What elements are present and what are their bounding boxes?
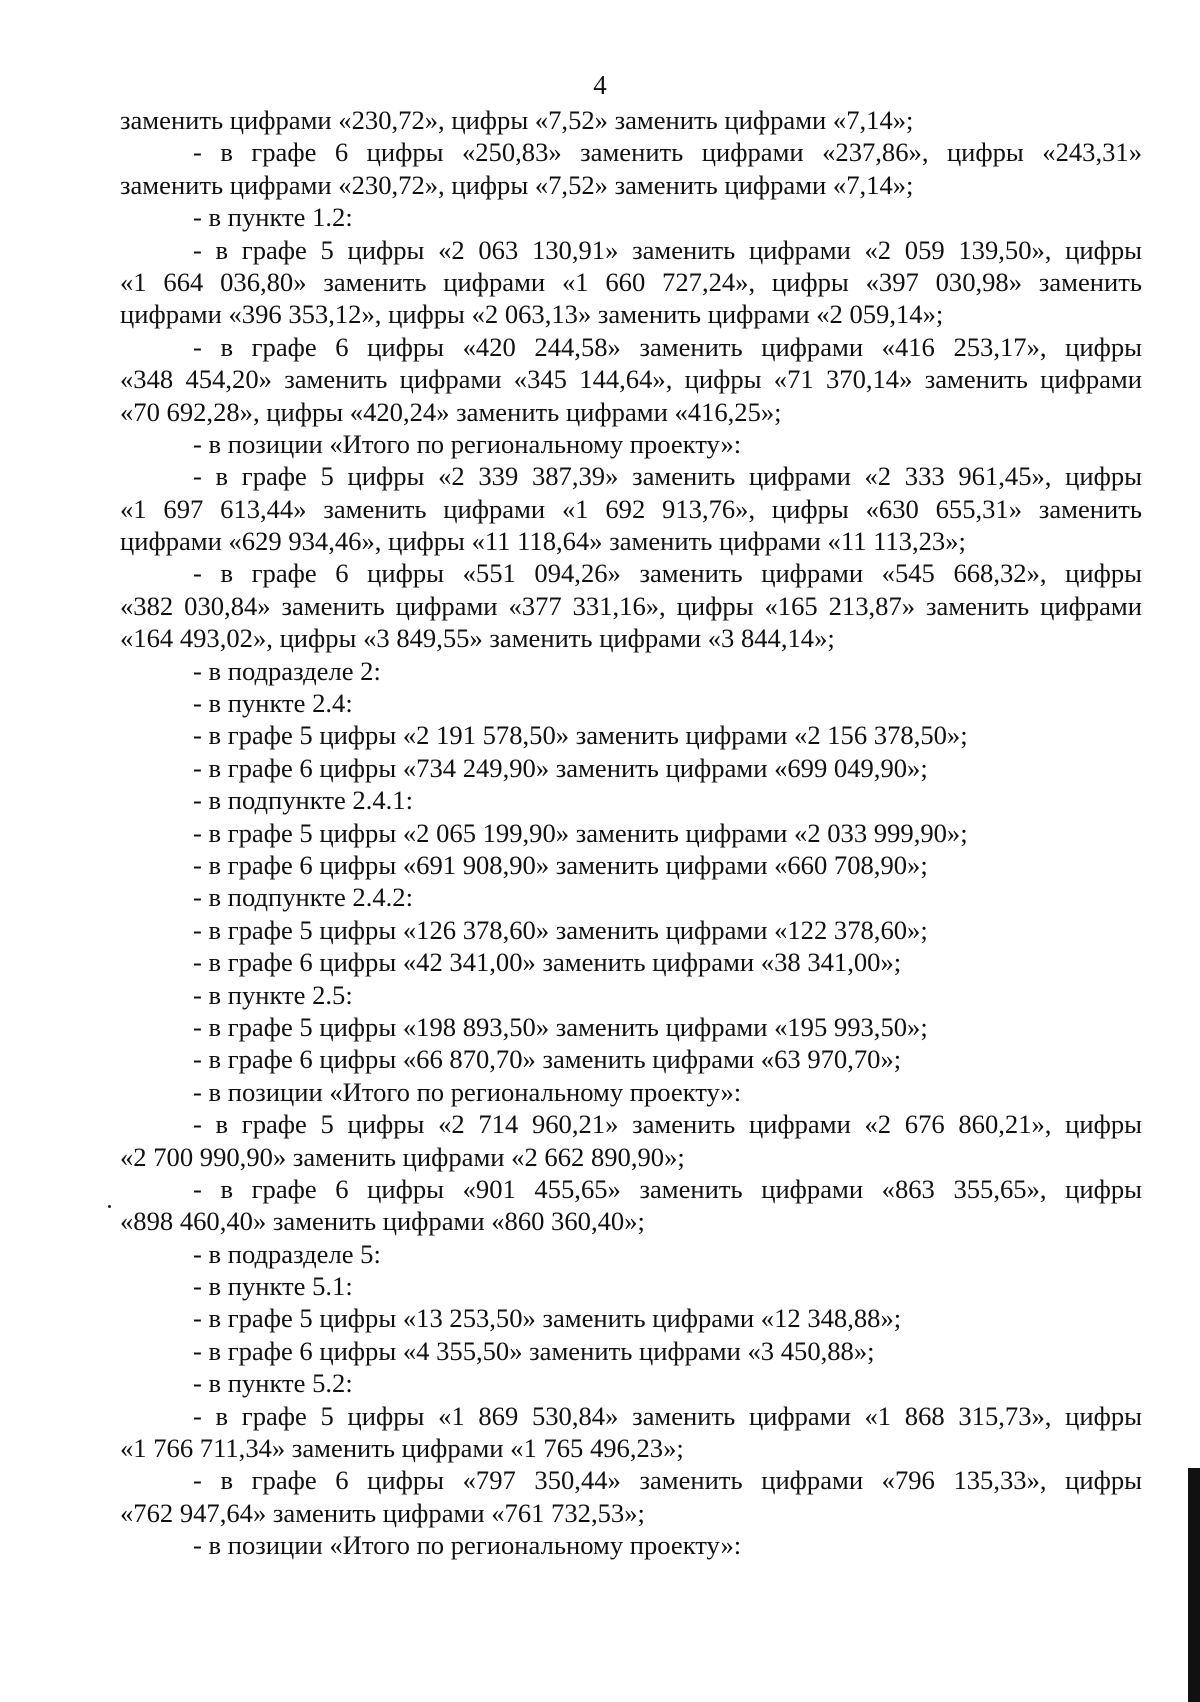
scan-speck	[108, 1205, 111, 1208]
text-line: «1 766 711,34» заменить цифрами «1 765 496,23»;	[120, 1433, 684, 1464]
text-line: «898 460,40» заменить цифрами «860 360,40»;	[120, 1206, 645, 1237]
text-line: заменить цифрами «230,72», цифры «7,52» заменить цифрами «7,14»;	[120, 105, 914, 135]
text-line: - в подразделе 2:	[193, 655, 381, 686]
text-line: - в графе 6 цифры «734 249,90» заменить цифрами «699 049,90»;	[193, 752, 928, 783]
document-body	[120, 104, 1142, 1562]
text-line: - в графе 6 цифры «797 350,44» заменить цифрами «796 135,33», цифры	[193, 1465, 1142, 1496]
text-line: - в позиции «Итого по региональному проекту»:	[193, 428, 742, 459]
text-line: «348 454,20» заменить цифрами «345 144,64», цифры «71 370,14» заменить цифрами	[120, 364, 1142, 395]
text-line: «1 664 036,80» заменить цифрами «1 660 727,24», цифры «397 030,98» заменить	[120, 266, 1142, 297]
text-line: - в графе 5 цифры «126 378,60» заменить цифрами «122 378,60»;	[193, 914, 928, 945]
text-line: - в позиции «Итого по региональному проекту»:	[193, 1530, 742, 1561]
scan-edge-mark	[1188, 1468, 1200, 1702]
text-line: - в пункте 5.1:	[193, 1271, 353, 1302]
text-line: - в графе 6 цифры «250,83» заменить цифрами «237,86», цифры «243,31»	[193, 137, 1142, 168]
text-line: - в подпункте 2.4.2:	[193, 882, 413, 913]
text-line: - в подпункте 2.4.1:	[193, 785, 413, 816]
text-line: - в графе 5 цифры «13 253,50» заменить цифрами «12 348,88»;	[193, 1303, 902, 1334]
text-line: «70 692,28», цифры «420,24» заменить цифрами «416,25»;	[120, 396, 782, 427]
text-line: цифрами «629 934,46», цифры «11 118,64» заменить цифрами «11 113,23»;	[120, 526, 966, 557]
text-line: - в позиции «Итого по региональному проекту»:	[193, 1076, 742, 1107]
text-line: - в графе 5 цифры «2 339 387,39» заменить цифрами «2 333 961,45», цифры	[193, 461, 1142, 492]
text-line: - в графе 5 цифры «2 065 199,90» заменить цифрами «2 033 999,90»;	[193, 817, 968, 848]
text-line: «762 947,64» заменить цифрами «761 732,53»;	[120, 1497, 645, 1528]
text-line: - в пункте 5.2:	[193, 1368, 353, 1399]
text-line: - в графе 6 цифры «4 355,50» заменить цифрами «3 450,88»;	[193, 1335, 875, 1366]
text-line: - в графе 6 цифры «551 094,26» заменить цифрами «545 668,32», цифры	[193, 558, 1142, 589]
text-line: - в графе 6 цифры «42 341,00» заменить цифрами «38 341,00»;	[193, 947, 902, 978]
text-line: - в пункте 2.4:	[193, 688, 353, 719]
text-line: «164 493,02», цифры «3 849,55» заменить цифрами «3 844,14»;	[120, 623, 835, 654]
text-line: «1 697 613,44» заменить цифрами «1 692 913,76», цифры «630 655,31» заменить	[120, 493, 1142, 524]
text-line: - в графе 6 цифры «66 870,70» заменить цифрами «63 970,70»;	[193, 1044, 902, 1075]
page-number: 4	[593, 70, 607, 100]
text-line: - в графе 5 цифры «2 191 578,50» заменить цифрами «2 156 378,50»;	[193, 720, 968, 751]
text-line: - в графе 5 цифры «2 714 960,21» заменить цифрами «2 676 860,21», цифры	[193, 1109, 1142, 1140]
text-line: - в графе 5 цифры «2 063 130,91» заменить цифрами «2 059 139,50», цифры	[193, 234, 1142, 265]
text-line: - в графе 6 цифры «691 908,90» заменить цифрами «660 708,90»;	[193, 849, 928, 880]
text-line: - в графе 5 цифры «198 893,50» заменить цифрами «195 993,50»;	[193, 1011, 928, 1042]
text-line: - в подразделе 5:	[193, 1238, 381, 1269]
text-line: цифрами «396 353,12», цифры «2 063,13» заменить цифрами «2 059,14»;	[120, 299, 944, 330]
text-line: - в пункте 1.2:	[193, 202, 353, 233]
text-line: «382 030,84» заменить цифрами «377 331,16», цифры «165 213,87» заменить цифрами	[120, 590, 1142, 621]
text-line: заменить цифрами «230,72», цифры «7,52» заменить цифрами «7,14»;	[120, 169, 914, 200]
text-line: «2 700 990,90» заменить цифрами «2 662 890,90»;	[120, 1141, 685, 1172]
text-line: - в графе 6 цифры «420 244,58» заменить цифрами «416 253,17», цифры	[193, 331, 1142, 362]
text-line: - в пункте 2.5:	[193, 979, 353, 1010]
text-line: - в графе 6 цифры «901 455,65» заменить цифрами «863 355,65», цифры	[193, 1173, 1142, 1204]
text-line: - в графе 5 цифры «1 869 530,84» заменить цифрами «1 868 315,73», цифры	[193, 1400, 1142, 1431]
